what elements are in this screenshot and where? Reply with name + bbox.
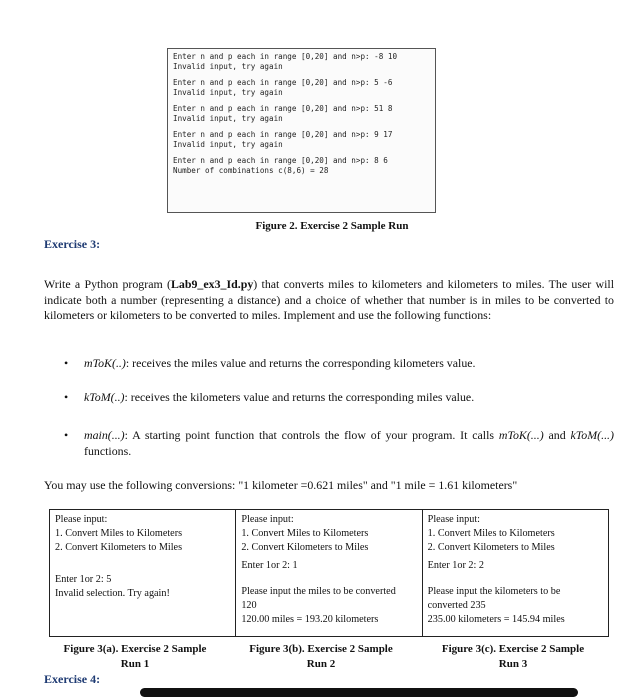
run-line: Please input the kilometers to be (427, 586, 561, 597)
sample-run-terminal (167, 48, 436, 213)
exercise-4-heading: Exercise 4: (44, 672, 101, 686)
sample-runs-table (49, 509, 609, 637)
caption-line: Run 2 (306, 658, 336, 670)
function-name: mToK(...) (498, 428, 544, 442)
run-line: Enter 1or 2: 5 (55, 574, 112, 585)
terminal-result: Invalid input, try again (173, 62, 283, 71)
terminal-block (173, 52, 430, 72)
terminal-prompt: Enter n and p each in range [0,20] and n>p: 51 8 (173, 104, 393, 113)
function-desc: : receives the miles value and returns the corresponding kilometers value. (125, 356, 476, 370)
terminal-result: Invalid input, try again (173, 88, 283, 97)
function-name: mToK(..) (84, 356, 126, 370)
run-line: 120 (241, 600, 257, 611)
exercise-3-heading: Exercise 3: (44, 237, 101, 251)
exercise-3-intro (44, 277, 614, 324)
terminal-prompt: Enter n and p each in range [0,20] and n>p: 8 6 (173, 156, 388, 165)
figure-3c-caption (428, 642, 598, 672)
function-name: kToM(..) (84, 390, 125, 404)
function-name: main(...) (84, 428, 125, 442)
intro-text-pre: Write a Python program ( (44, 277, 171, 291)
filename: Lab9_ex3_Id.py (171, 277, 254, 291)
terminal-result: Number of combinations c(8,6) = 28 (173, 166, 329, 175)
run-line: 235.00 kilometers = 145.94 miles (427, 614, 565, 625)
run-line: Invalid selection. Try again! (55, 588, 170, 599)
run-line: Enter 1or 2: 1 (241, 560, 298, 571)
function-desc: : receives the kilometers value and returns the corresponding miles value. (124, 390, 475, 404)
function-desc: and (543, 428, 571, 442)
caption-line: Run 1 (120, 658, 150, 670)
terminal-block (173, 156, 430, 176)
horizontal-scrollbar[interactable] (140, 688, 578, 697)
run-line: 2. Convert Kilometers to Miles (55, 542, 183, 553)
run-line: 1. Convert Miles to Kilometers (55, 528, 183, 539)
run-line: 2. Convert Kilometers to Miles (241, 542, 369, 553)
run-line: 120.00 miles = 193.20 kilometers (241, 614, 379, 625)
intro-text-post: ) that converts miles to kilometers and kilometers to miles. The user will indicate both a number (representing a distance) and a choice of whether that number is in miles to be converted to kilometers or kilometers to be converted to miles. Implement and use the following functions: (44, 277, 615, 322)
run-line: Enter 1or 2: 2 (427, 560, 484, 571)
run-line: converted 235 (427, 600, 486, 611)
terminal-block (173, 104, 430, 124)
run-line: Please input: (241, 514, 294, 525)
run-cell (422, 510, 608, 637)
function-desc: functions. (84, 443, 132, 458)
bullet-icon: • (64, 428, 69, 442)
run-cell (236, 510, 422, 637)
terminal-block (173, 78, 430, 98)
figure-3a-caption (50, 642, 220, 672)
conversions-note: You may use the following conversions: "1 kilometer =0.621 miles" and "1 mile = 1.61 kilometers" (44, 478, 518, 492)
run-cell (50, 510, 236, 637)
bullet-icon: • (64, 390, 69, 404)
terminal-prompt: Enter n and p each in range [0,20] and n>p: 5 -6 (173, 78, 393, 87)
run-line: 1. Convert Miles to Kilometers (427, 528, 555, 539)
run-line: 1. Convert Miles to Kilometers (241, 528, 369, 539)
terminal-prompt: Enter n and p each in range [0,20] and n>p: 9 17 (173, 130, 393, 139)
run-line: Please input: (55, 514, 108, 525)
figure-2-caption: Figure 2. Exercise 2 Sample Run (255, 220, 409, 232)
bullet-icon: • (64, 356, 69, 370)
run-line: Please input: (427, 514, 481, 525)
caption-line: Run 3 (498, 658, 528, 670)
run-line: Please input the miles to be converted (241, 586, 396, 597)
function-name: kToM(...) (570, 428, 614, 442)
figure-3b-caption (236, 642, 406, 672)
caption-line: Figure 3(a). Exercise 2 Sample (63, 643, 207, 655)
function-desc: : A starting point function that controls the flow of your program. It calls (124, 428, 499, 442)
terminal-result: Invalid input, try again (173, 114, 283, 123)
caption-line: Figure 3(b). Exercise 2 Sample (249, 643, 393, 655)
terminal-block (173, 130, 430, 150)
run-line: 2. Convert Kilometers to Miles (427, 542, 555, 553)
terminal-result: Invalid input, try again (173, 140, 283, 149)
terminal-prompt: Enter n and p each in range [0,20] and n>p: -8 10 (173, 52, 398, 61)
caption-line: Figure 3(c). Exercise 2 Sample (441, 643, 585, 655)
